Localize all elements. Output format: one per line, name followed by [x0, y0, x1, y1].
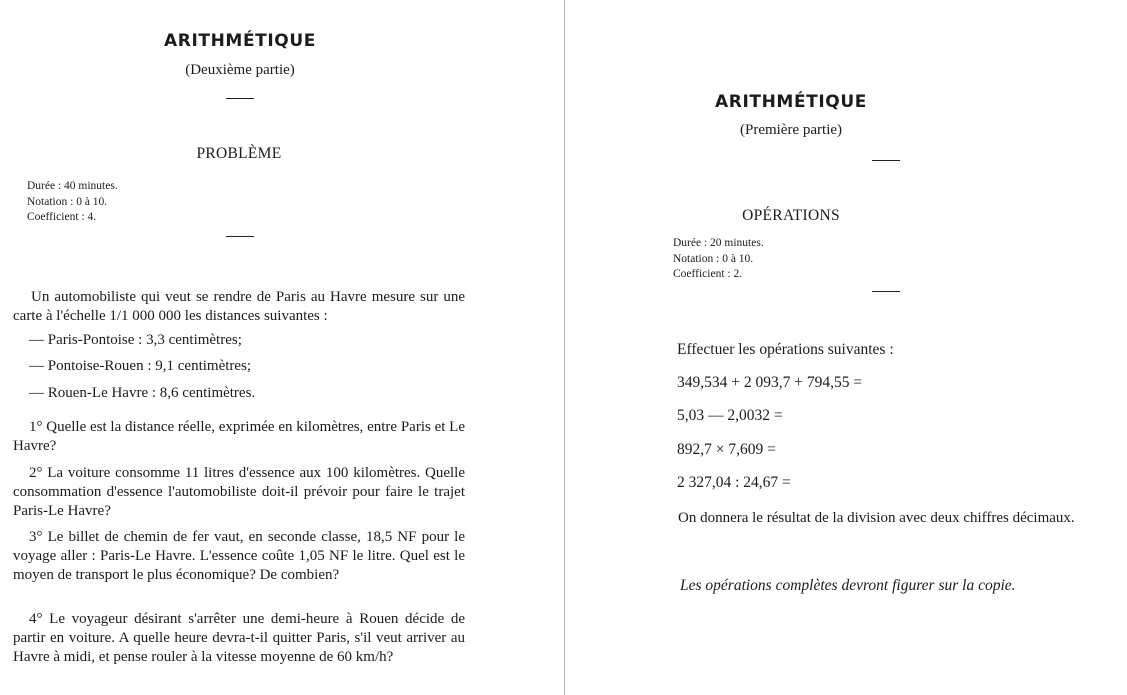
operations-section-title: OPÉRATIONS	[742, 207, 840, 224]
distance-item: — Pontoise-Rouen : 9,1 centimètres;	[29, 358, 252, 374]
problem-section-title: PROBLÈME	[196, 145, 282, 162]
distance-item: — Rouen-Le Havre : 8,6 centimètres.	[29, 385, 256, 401]
meta-divider	[872, 291, 900, 292]
coefficient-text: Coefficient : 4.	[27, 211, 97, 223]
meta-divider	[226, 236, 254, 237]
left-page-title: ARITHMÉTIQUE	[164, 31, 316, 51]
instruction-text: Effectuer les opérations suivantes :	[677, 341, 894, 358]
exam-meta	[27, 179, 118, 226]
exam-meta	[673, 236, 764, 283]
question-2: 2° La voiture consomme 11 litres d'essence aux 100 kilomètres. Quelle consommation d'essence l'automobiliste doit-il prévoir pour faire le trajet Paris-Le Havre?	[13, 465, 465, 519]
duration-text: Durée : 20 minutes.	[673, 237, 764, 249]
question-1: 1° Quelle est la distance réelle, exprimée en kilomètres, entre Paris et Le Havre?	[13, 419, 465, 454]
problem-intro: Un automobiliste qui veut se rendre de Paris au Havre mesure sur une carte à l'échelle 1/1 000 000 les distances suivantes :	[13, 289, 465, 324]
right-page-title: ARITHMÉTIQUE	[715, 92, 867, 112]
duration-text: Durée : 40 minutes.	[27, 180, 118, 192]
grading-text: Notation : 0 à 10.	[673, 252, 754, 265]
title-divider	[872, 160, 900, 161]
operation-subtraction: 5,03 — 2,0032 =	[677, 407, 783, 424]
operation-addition: 349,534 + 2 093,7 + 794,55 =	[677, 374, 863, 391]
right-page-subtitle: (Première partie)	[739, 122, 843, 138]
grading-text: Notation : 0 à 10.	[27, 195, 108, 208]
title-divider	[226, 98, 254, 99]
right-page	[566, 0, 1127, 695]
division-note: On donnera le résultat de la division avec deux chiffres décimaux.	[678, 510, 1075, 526]
footer-note: Les opérations complètes devront figurer sur la copie.	[680, 577, 1016, 594]
operation-multiplication: 892,7 × 7,609 =	[677, 441, 776, 458]
distance-item: — Paris-Pontoise : 3,3 centimètres;	[29, 332, 242, 348]
coefficient-text: Coefficient : 2.	[673, 268, 743, 280]
operation-division: 2 327,04 : 24,67 =	[677, 474, 791, 491]
question-4: 4° Le voyageur désirant s'arrêter une demi-heure à Rouen décide de partir en voiture. A quelle heure devra-t-il quitter Paris, s'il veut arriver au Havre à midi, et pense rouler à la vitesse moyenne de 60 km/h?	[13, 611, 465, 665]
question-3: 3° Le billet de chemin de fer vaut, en seconde classe, 18,5 NF pour le voyage aller : Paris-Le Havre. L'essence coûte 1,05 NF le litre. Quel est le moyen de transport le plus économique? De combien?	[13, 529, 465, 583]
left-page-subtitle: (Deuxième partie)	[185, 62, 295, 78]
